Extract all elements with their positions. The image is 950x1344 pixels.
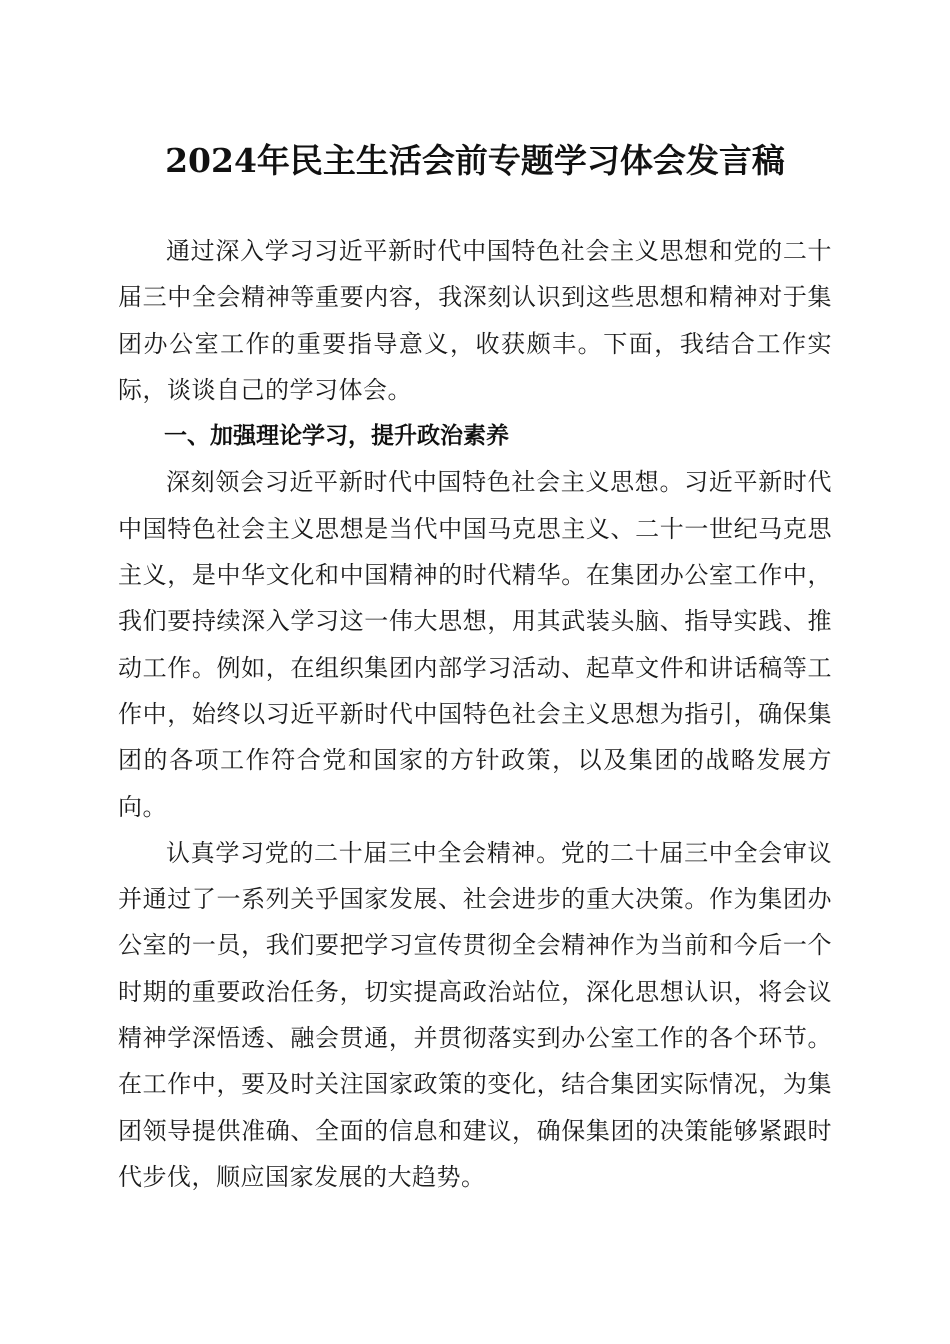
intro-paragraph: 通过深入学习习近平新时代中国特色社会主义思想和党的二十届三中全会精神等重要内容，我深刻认识到这些思想和精神对于集团办公室工作的重要指导意义，收获颇丰。下面，我结合工作实际，谈谈自己的学习体会。 — [118, 237, 832, 404]
body-paragraph: 认真学习党的二十届三中全会精神。党的二十届三中全会审议并通过了一系列关乎国家发展、社会进步的重大决策。作为集团办公室的一员，我们要把学习宣传贯彻全会精神作为当前和今后一个时期的重要政治任务，切实提高政治站位，深化思想认识，将会议精神学深悟透、融会贯通，并贯彻落实到办公室工作的各个环节。在工作中，要及时关注国家政策的变化，结合集团实际情况，为集团领导提供准确、全面的信息和建议，确保集团的决策能够紧跟时代步伐，顺应国家发展的大趋势。 — [118, 838, 832, 1191]
document-body — [118, 228, 832, 1200]
body-paragraph: 深刻领会习近平新时代中国特色社会主义思想。习近平新时代中国特色社会主义思想是当代中国马克思主义、二十一世纪马克思主义，是中华文化和中国精神的时代精华。在集团办公室工作中，我们要持续深入学习这一伟大思想，用其武装头脑、指导实践、推动工作。例如，在组织集团内部学习活动、起草文件和讲话稿等工作中，始终以习近平新时代中国特色社会主义思想为指引，确保集团的各项工作符合党和国家的方针政策，以及集团的战略发展方向。 — [118, 468, 832, 821]
section-heading: 一、加强理论学习，提升政治素养 — [164, 423, 509, 450]
document-title: 2024年民主生活会前专题学习体会发言稿 — [165, 141, 785, 180]
